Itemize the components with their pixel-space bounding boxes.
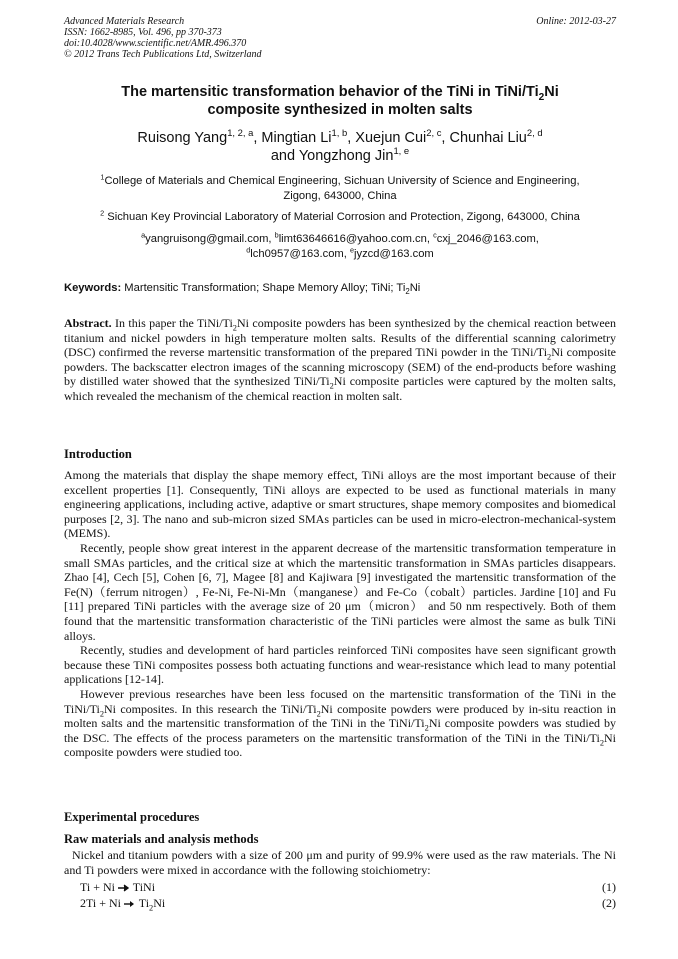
keywords [64, 281, 616, 296]
author-name: and Yongzhong Jin [270, 148, 394, 164]
online-date: Online: 2012-03-27 [536, 16, 616, 27]
journal-name: Advanced Materials Research [64, 16, 185, 27]
copyright-line: © 2012 Trans Tech Publications Ltd, Switzerland [64, 49, 262, 60]
subscript: 2 [316, 708, 321, 718]
equation-2 [80, 896, 616, 913]
email-address: lch0957@163.com, [250, 248, 350, 260]
keywords-label: Keywords: [64, 282, 122, 294]
author-affil-mark: 1, 2, a [227, 127, 254, 139]
author-affil-mark: 2, d [526, 127, 543, 139]
right-arrow-icon [118, 884, 130, 892]
paper-title [64, 83, 616, 119]
affiliation-number: 1 [100, 172, 105, 182]
equation-number: (2) [602, 896, 616, 910]
subscript: 2 [99, 708, 105, 718]
affiliation-text: College of Materials and Chemical Engineering, Sichuan University of Science and Engineering, [104, 175, 580, 187]
email-address: cxj_2046@163.com, [436, 233, 539, 245]
equation-rhs: Ti [136, 896, 150, 910]
paragraph: Recently, studies and development of hard particles reinforced TiNi composites have seen significant growth because these TiNi composites possess both actuating functions and wear-resistance which lead to many potential applications [12-14]. [64, 643, 616, 687]
equation-lhs: Ti + Ni [80, 880, 119, 894]
title-line2: composite synthesized in molten salts [207, 102, 473, 118]
author-affil-mark: 2, c [426, 127, 442, 139]
paragraph-text: Ni composite powders were studied too. [64, 730, 616, 760]
author-name: Xuejun Cui [355, 130, 427, 146]
abstract-text: Ni composite particles were captured by the molten salts, which revealed the mechanism of the chemical reaction in molten salt. [64, 374, 617, 403]
experimental-body [64, 848, 616, 877]
author-separator: , [347, 130, 356, 146]
running-header [64, 16, 616, 60]
abstract-text: Ni composite powders. The backscatter electron images of the scanning microscopy (SEM) of the end-products before washing by distilled water showed that the synthesized TiNi/Ti [64, 345, 616, 389]
equation-subscript: 2 [149, 903, 154, 913]
affiliation-2 [64, 210, 616, 225]
email-address: yangruisong@gmail.com, [145, 233, 275, 245]
paragraph [64, 687, 616, 760]
email-address: jyzcd@163.com [354, 248, 434, 260]
paragraph: Among the materials that display the shape memory effect, TiNi alloys are the most important because of their excellent properties [1]. Consequently, TiNi alloys are expected to be used as functional materials in many engineering applications, including active, adaptive or smart structures, shape memory composites and biomedical purposes [2, 3]. The nano and sub-micron sized SMAs particles can be used in micro-electron-mechanical-system (MEMS). [64, 468, 616, 541]
abstract-subscript: 2 [547, 352, 552, 362]
abstract-subscript: 2 [232, 323, 237, 333]
equation-number: (1) [602, 880, 616, 894]
paragraph: Recently, people show great interest in the apparent decrease of the martensitic transformation temperature in small SMAs particles, and the critical size at which the martensitic transformation in SMAs particles disappears. Zhao [4], Cech [5], Cohen [6, 7], Magee [8] and Kajiwara [9] investigated the martensitic transformation of the Fe(N)（ferrum nitrogen）, Fe-Ni, Fe-Ni-Mn（manganese）and Fe-Co（cobalt）particles. Jardine [10] and Fu [11] prepared TiNi particles with the average size of 20 μm（micron） and 50 nm respectively. Both of them found that the martensitic transformation characteristic of the TiNi particles were almost the same as bulk TiNi alloys. [64, 540, 616, 643]
doi-line: doi:10.4028/www.scientific.net/AMR.496.370 [64, 38, 247, 49]
right-arrow-icon [124, 900, 136, 908]
abstract-text: Ni composite powders has been synthesized by the chemical reaction between titanium and nickel powders in high temperature molten salts. Results of the differential scanning calorimetry (DSC) confirmed the reverse martensitic transformation of the prepared TiNi powder in the TiNi/Ti [64, 316, 616, 360]
equation-rhs: TiNi [130, 880, 156, 894]
author-name: Ruisong Yang [137, 130, 228, 146]
keywords-text: Martensitic Transformation; Shape Memory Alloy; TiNi; Ti [121, 282, 406, 294]
paragraph: Nickel and titanium powders with a size of 200 μm and purity of 99.9% were used as the raw materials. The Ni and Ti powders were mixed in accordance with the following stoichiometry: [64, 848, 616, 877]
subscript: 2 [599, 738, 604, 748]
paragraph-text: Ni composites. In this research the TiNi/Ti [104, 701, 317, 716]
email-mark: e [349, 245, 354, 255]
author-affil-mark: 1, b [331, 127, 348, 139]
email-address: limt63646616@yahoo.com.cn, [278, 233, 434, 245]
paragraph-text: Ni composite powders were produced by in-situ reaction in molten salts and the martensitic transformation of the TiNi in the TiNi/Ti [64, 701, 616, 731]
keywords-subscript: 2 [405, 287, 410, 297]
equation-rhs-end: Ni [153, 896, 166, 910]
abstract-label: Abstract. [64, 316, 112, 330]
title-line1: The martensitic transformation behavior of the TiNi in TiNi/Ti [121, 84, 539, 100]
section-heading-experimental: Experimental procedures [64, 810, 200, 824]
affiliation-number: 2 [100, 208, 105, 218]
author-name: Chunhai Liu [449, 130, 527, 146]
author-separator: , [253, 130, 262, 146]
author-list [64, 129, 616, 165]
title-subscript: 2 [538, 91, 545, 103]
abstract-text: In this paper the TiNi/Ti [111, 316, 233, 330]
keywords-text-end: Ni [409, 282, 421, 294]
issn-line: ISSN: 1662-8985, Vol. 496, pp 370-373 [64, 27, 222, 38]
author-affil-mark: 1, e [393, 145, 410, 157]
subsection-heading: Raw materials and analysis methods [64, 832, 259, 846]
affiliation-text: Zigong, 643000, China [283, 190, 397, 202]
email-list [64, 232, 616, 262]
title-line1-end: Ni [544, 84, 559, 100]
affiliation-text: Sichuan Key Provincial Laboratory of Material Corrosion and Protection, Zigong, 643000, China [104, 211, 580, 223]
equation-lhs: 2Ti + Ni [80, 896, 125, 910]
author-name: Mingtian Li [261, 130, 332, 146]
affiliation-1 [64, 174, 616, 204]
equation-1 [80, 880, 616, 894]
paragraph-text: Ni composite powders was studied by the DSC. The effects of the process parameters on the martensitic transformation of the TiNi in the TiNi/Ti [64, 716, 616, 745]
subscript: 2 [424, 723, 429, 733]
abstract [64, 316, 616, 404]
email-mark: a [141, 230, 146, 240]
email-mark: d [246, 245, 251, 255]
section-heading-introduction: Introduction [64, 447, 132, 461]
author-separator: , [441, 130, 450, 146]
email-mark: b [274, 230, 279, 240]
introduction-body [64, 468, 616, 760]
email-mark: c [433, 230, 437, 240]
paragraph-text: However previous researches have been less focused on the martensitic transformation of the TiNi in the TiNi/Ti [64, 686, 616, 716]
abstract-subscript: 2 [329, 381, 334, 391]
